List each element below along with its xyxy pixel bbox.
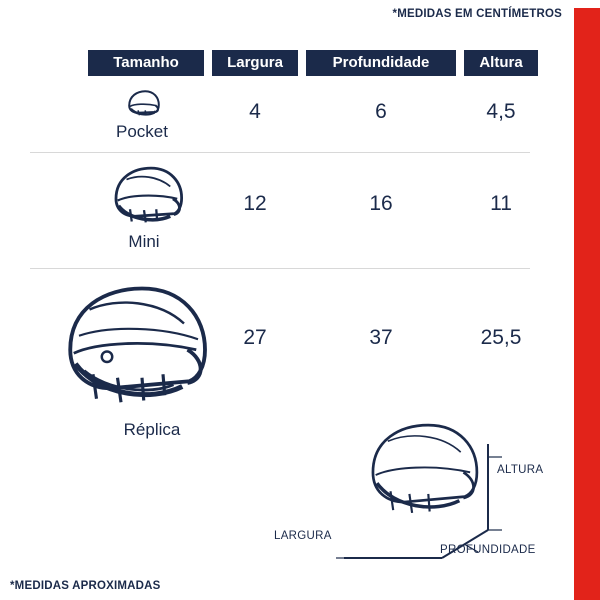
cell-replica-depth: 37: [369, 326, 393, 349]
football-helmet-icon: [38, 278, 218, 418]
table-row: [30, 162, 530, 258]
note-measurements-unit: *MEDIDAS EM CENTÍMETROS: [392, 8, 562, 20]
cell-pocket-width: 4: [249, 100, 261, 123]
diagram-label-largura: LARGURA: [274, 530, 332, 542]
row-label-mini: Mini: [128, 232, 160, 251]
column-header-width: Largura: [212, 50, 298, 76]
table-row: [30, 88, 530, 146]
red-bar-notch: [574, 0, 600, 8]
red-accent-bar: [574, 0, 600, 600]
football-helmet-icon: [122, 88, 162, 120]
measurement-diagram: [274, 412, 570, 572]
diagram-label-altura: ALTURA: [497, 464, 544, 476]
row-divider: [30, 268, 530, 269]
diagram-label-profundidade: PROFUNDIDADE: [440, 544, 536, 556]
column-header-height: Altura: [464, 50, 538, 76]
row-label-replica: Réplica: [123, 420, 181, 439]
football-helmet-icon: [373, 425, 477, 513]
cell-mini-width: 12: [243, 192, 267, 215]
football-helmet-icon: [100, 162, 188, 232]
cell-mini-depth: 16: [369, 192, 393, 215]
table-header-row: [88, 50, 522, 76]
cell-mini-height: 11: [490, 192, 512, 215]
note-approximate-measurements: *MEDIDAS APROXIMADAS: [10, 580, 161, 592]
row-label-pocket: Pocket: [116, 122, 168, 141]
cell-replica-height: 25,5: [480, 326, 522, 349]
row-divider: [30, 152, 530, 153]
cell-replica-width: 27: [243, 326, 267, 349]
cell-pocket-height: 4,5: [486, 100, 516, 123]
column-header-depth: Profundidade: [306, 50, 456, 76]
cell-pocket-depth: 6: [375, 100, 387, 123]
column-header-size: Tamanho: [88, 50, 204, 76]
